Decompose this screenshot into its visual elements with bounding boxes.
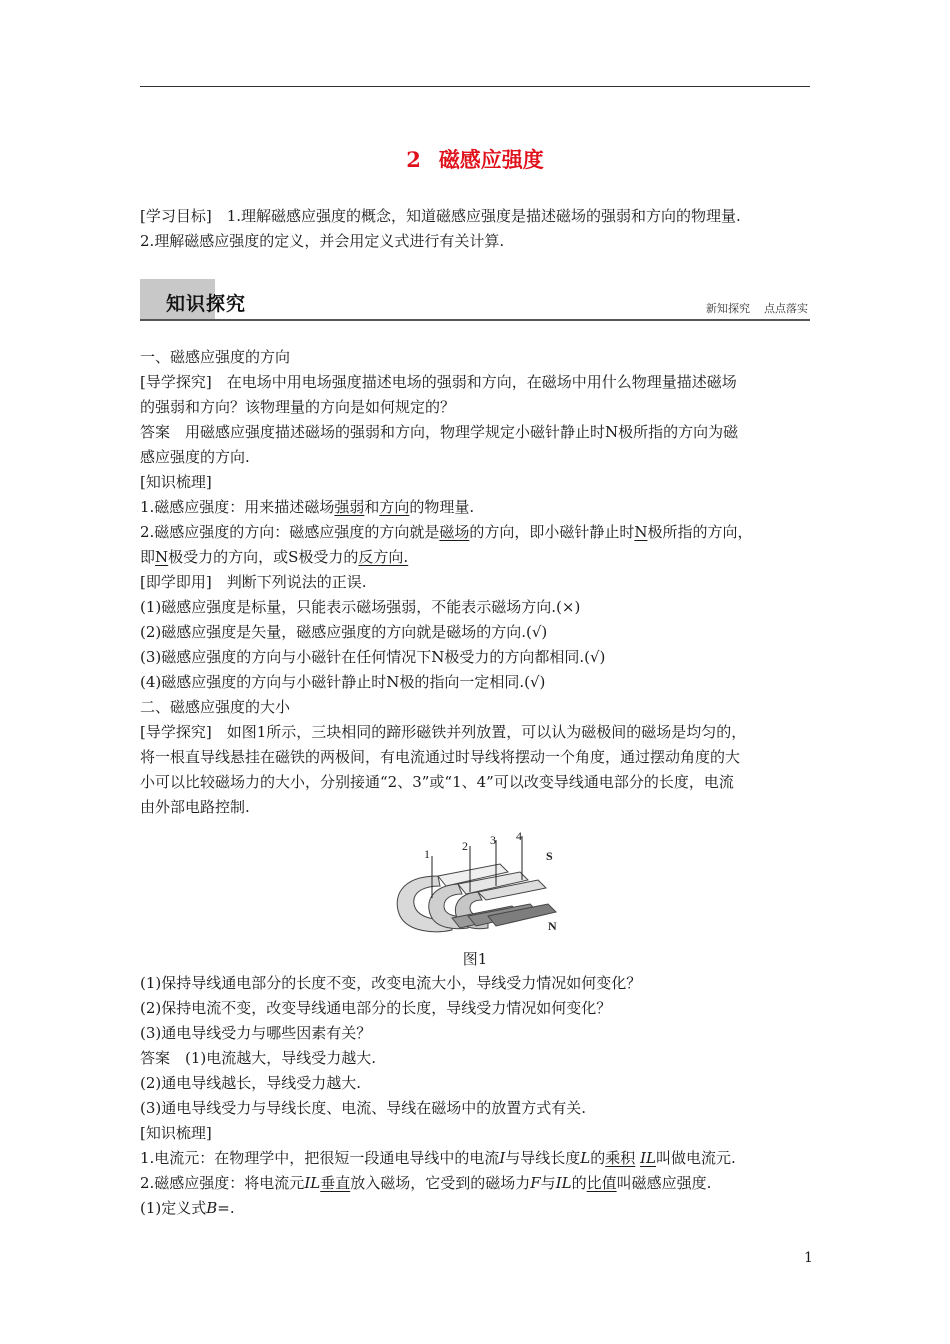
k2-text-c: 极所指的方向， xyxy=(647,523,753,541)
e1-symbol-l: L xyxy=(580,1149,591,1167)
objectives-line-1: [学习目标] 1.理解磁感应强度的概念，知道磁感应强度是描述磁场的强弱和方向的物理量. xyxy=(140,207,741,225)
e1-text-a: 1.电流元：在物理学中，把很短一段通电导线中的电流 xyxy=(140,1149,500,1167)
e2-text-d: 的 xyxy=(571,1174,587,1192)
e2-blank-perpendicular: 垂直 xyxy=(320,1174,351,1192)
def-text-a: (1)定义式 xyxy=(140,1199,207,1217)
part1-apply-label: [即学即用] 判断下列说法的正误. xyxy=(140,573,367,591)
part2-definition xyxy=(140,1198,815,1218)
section-band-tags xyxy=(706,300,808,316)
e1-symbol-i: I xyxy=(499,1149,506,1167)
k3-text-b: 极受力的方向，或S极受力的 xyxy=(168,548,359,566)
k2-text-a: 2.磁感应强度的方向：磁感应强度的方向就是 xyxy=(140,523,440,541)
judge-item-4: (4)磁感应强度的方向与小磁针静止时N极的指向一定相同.(√) xyxy=(140,673,546,691)
k1-blank-direction: 方向 xyxy=(379,498,410,516)
page-number-text: 1 xyxy=(804,1250,813,1266)
fig-label-2: 2 xyxy=(462,839,468,853)
part1-heading: 一、磁感应强度的方向 xyxy=(140,348,291,366)
part1-knowledge-2 xyxy=(140,522,815,542)
k1-text-a: 1.磁感应强度：用来描述磁场 xyxy=(140,498,335,516)
e1-blank-il: IL xyxy=(640,1149,656,1167)
band-tag-points: 点点落实 xyxy=(764,302,808,315)
k2-blank-field: 磁场 xyxy=(439,523,470,541)
k1-text-c: 的物理量. xyxy=(409,498,475,516)
fig-pole-n: N xyxy=(548,919,557,933)
e2-text-c: 与 xyxy=(540,1174,556,1192)
part2-question-3: (3)通电导线受力与哪些因素有关？ xyxy=(140,1024,372,1042)
k2-blank-n: N xyxy=(634,523,648,541)
e2-blank-ratio: 比值 xyxy=(586,1174,617,1192)
section-band xyxy=(140,279,810,321)
part2-element-1 xyxy=(140,1148,815,1168)
section-label: 知识探究 xyxy=(166,293,247,315)
part2-sort-label: [知识梳理] xyxy=(140,1124,212,1142)
k1-text-b: 和 xyxy=(364,498,380,516)
part1-sort-label: [知识梳理] xyxy=(140,473,212,491)
part2-question-1: (1)保持导线通电部分的长度不变，改变电流大小，导线受力情况如何变化？ xyxy=(140,974,642,992)
k3-blank-opposite: 反方向. xyxy=(358,548,409,566)
k3-text-a: 即 xyxy=(140,548,156,566)
e2-text-e: 叫磁感应强度. xyxy=(616,1174,712,1192)
part2-element-2 xyxy=(140,1173,815,1193)
e1-text-c: 的 xyxy=(590,1149,606,1167)
e1-text-b: 与导线长度 xyxy=(505,1149,581,1167)
part2-inquiry-line-1: [导学探究] 如图1所示，三块相同的蹄形磁铁并列放置，可以认为磁极间的磁场是均匀的， xyxy=(140,723,747,741)
judge-item-3: (3)磁感应强度的方向与小磁针在任何情况下N极受力的方向都相同.(√) xyxy=(140,648,606,666)
fig-pole-s: S xyxy=(546,849,553,863)
part2-heading: 二、磁感应强度的大小 xyxy=(140,698,291,716)
e2-symbol-il: IL xyxy=(304,1174,321,1192)
judge-item-1: (1)磁感应强度是标量，只能表示磁场强弱，不能表示磁场方向.(×) xyxy=(140,598,581,616)
k3-blank-n: N xyxy=(155,548,169,566)
fig-label-4: 4 xyxy=(516,829,522,843)
header-rule xyxy=(140,86,810,87)
figure-caption: 图1 xyxy=(462,950,488,968)
e2-text-b: 放入磁场，它受到的磁场力 xyxy=(350,1174,531,1192)
band-tag-new: 新知探究 xyxy=(706,302,750,315)
k2-text-b: 的方向，即小磁针静止时 xyxy=(469,523,635,541)
title-number: 2 xyxy=(406,147,421,172)
part1-answer-line-1: 答案 用磁感应强度描述磁场的强弱和方向，物理学规定小磁针静止时N极所指的方向为磁 xyxy=(140,423,739,441)
part1-inquiry-line-1: [导学探究] 在电场中用电场强度描述电场的强弱和方向，在磁场中用什么物理量描述磁场 xyxy=(140,373,737,391)
part2-answer-1: 答案 (1)电流越大，导线受力越大. xyxy=(140,1049,377,1067)
e1-text-d: 叫做电流元. xyxy=(655,1149,736,1167)
fig-label-1: 1 xyxy=(424,847,430,861)
objectives-line-2: 2.理解磁感应强度的定义，并会用定义式进行有关计算. xyxy=(140,232,505,250)
magnets-figure xyxy=(380,828,580,943)
k1-blank-strength: 强弱 xyxy=(334,498,365,516)
judge-item-2: (2)磁感应强度是矢量，磁感应强度的方向就是磁场的方向.(√) xyxy=(140,623,548,641)
def-symbol-b: B xyxy=(206,1199,218,1217)
part1-knowledge-1 xyxy=(140,497,815,517)
part2-answer-2: (2)通电导线越长，导线受力越大. xyxy=(140,1074,362,1092)
part1-answer-line-2: 感应强度的方向. xyxy=(140,448,250,466)
part2-inquiry-line-4: 由外部电路控制. xyxy=(140,798,250,816)
e1-blank-product: 乘积 xyxy=(605,1149,636,1167)
page-title xyxy=(0,144,950,174)
part2-inquiry-line-3: 小可以比较磁场力的大小，分别接通“2、3”或“1、4”可以改变导线通电部分的长度，电流 xyxy=(140,773,734,791)
part2-answer-3: (3)通电导线受力与导线长度、电流、导线在磁场中的放置方式有关. xyxy=(140,1099,587,1117)
part1-inquiry-line-2: 的强弱和方向？该物理量的方向是如何规定的？ xyxy=(140,398,456,416)
section-rule xyxy=(140,319,810,321)
part1-knowledge-3 xyxy=(140,547,815,567)
e2-symbol-f: F xyxy=(530,1174,541,1192)
part2-question-2: (2)保持电流不变，改变导线通电部分的长度，导线受力情况如何变化？ xyxy=(140,999,612,1017)
e2-symbol-il2: IL xyxy=(555,1174,572,1192)
fig-label-3: 3 xyxy=(490,833,496,847)
part2-inquiry-line-2: 将一根直导线悬挂在磁铁的两极间，有电流通过时导线将摆动一个角度，通过摆动角度的大 xyxy=(140,748,741,766)
def-text-c: =. xyxy=(217,1199,235,1217)
e2-text-a: 2.磁感应强度：将电流元 xyxy=(140,1174,305,1192)
title-text: 磁感应强度 xyxy=(438,147,544,172)
